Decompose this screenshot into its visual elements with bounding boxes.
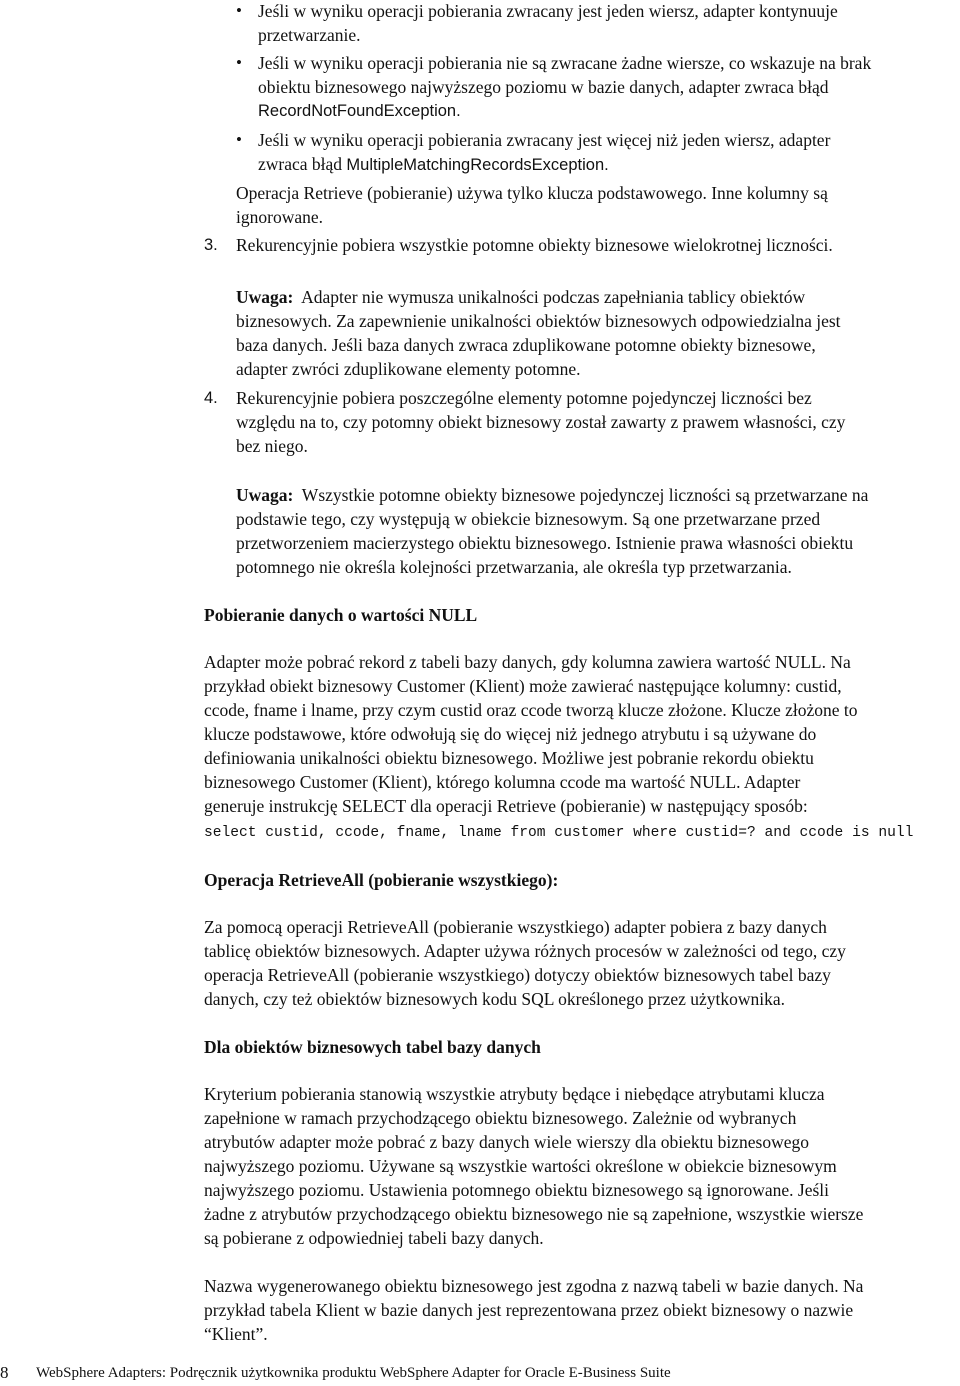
note-label: Uwaga: <box>236 287 294 307</box>
bullet-marker: • <box>236 1 242 20</box>
note-1-line-1 <box>236 285 805 309</box>
retrieveall-para-line: Za pomocą operacji RetrieveAll (pobieranie wszystkiego) adapter pobiera z bazy danych <box>204 917 827 937</box>
tables-para-2-line: przykład tabela Klient w bazie danych jest reprezentowana przez obiekt biznesowy o nazwie <box>204 1300 854 1320</box>
retrieve-note-line-1: Operacja Retrieve (pobieranie) używa tylko klucza podstawowego. Inne kolumny są <box>236 183 828 203</box>
tables-para-2-line: “Klient”. <box>204 1324 268 1344</box>
bullet-marker: • <box>236 53 242 72</box>
tables-para-2-line: Nazwa wygenerowanego obiektu biznesowego jest zgodna z nazwą tabeli w bazie danych. Na <box>204 1276 864 1296</box>
note-1-text: Adapter nie wymusza unikalności podczas zapełniania tablicy obiektów <box>301 287 806 307</box>
note-2-line-4: potomnego nie określa kolejności przetwarzania, ale określa typ przetwarzania. <box>236 557 792 577</box>
retrieve-note-line-2: ignorowane. <box>236 207 323 227</box>
sql-code-sample: select custid, ccode, fname, lname from customer where custid=? and ccode is null <box>204 825 914 841</box>
note-2-text: Wszystkie potomne obiekty biznesowe pojedynczej liczności są przetwarzane na <box>301 485 869 505</box>
section-heading-tables: Dla obiektów biznesowych tabel bazy danych <box>204 1037 541 1057</box>
bullet-2-line-2: obiektu biznesowego najwyższego poziomu w bazie danych, adapter zwraca błąd <box>258 77 829 97</box>
bullet-3-line-2 <box>258 152 609 177</box>
tables-para-1-line: najwyższego poziomu. Używane są wszystkie wartości określone w obiekcie biznesowym <box>204 1156 837 1176</box>
tables-para-1-line: najwyższego poziomu. Ustawienia potomnego obiektu biznesowego są ignorowane. Jeśli <box>204 1180 829 1200</box>
retrieveall-para-line: tablicę obiektów biznesowych. Adapter używa różnych procesów w zależności od tego, czy <box>204 941 846 961</box>
null-para-line: definiowania unikalności obiektu biznesowego. Możliwe jest pobranie rekordu obiektu <box>204 748 814 768</box>
page-number: 8 <box>0 1363 9 1382</box>
tables-para-1-line: atrybutów adapter może pobrać z bazy danych wiele wierszy dla obiektu biznesowego <box>204 1132 809 1152</box>
null-para-line: klucze podstawowe, które odwołują się do więcej niż jednego atrybutu i są używane do <box>204 724 817 744</box>
null-para-line: generuje instrukcję SELECT dla operacji Retrieve (pobieranie) w następujący sposób: <box>204 796 808 816</box>
null-para-line: Adapter może pobrać rekord z tabeli bazy danych, gdy kolumna zawiera wartość NULL. Na <box>204 652 851 672</box>
section-heading-retrieveall: Operacja RetrieveAll (pobieranie wszystkiego): <box>204 870 559 890</box>
note-2-line-2: podstawie tego, czy występują w obiekcie biznesowym. Są one przetwarzane przed <box>236 509 821 529</box>
step-3-text: Rekurencyjnie pobiera wszystkie potomne obiekty biznesowe wielokrotnej liczności. <box>236 235 833 255</box>
bullet-3-line-1: Jeśli w wyniku operacji pobierania zwracany jest więcej niż jeden wiersz, adapter <box>258 130 831 150</box>
note-1-line-3: baza danych. Jeśli baza danych zwraca zduplikowane potomne obiekty biznesowe, <box>236 335 816 355</box>
step-4-line-3: bez niego. <box>236 436 308 456</box>
exception-name: RecordNotFoundException. <box>258 102 461 120</box>
footer-title: WebSphere Adapters: Podręcznik użytkownika produktu WebSphere Adapter for Oracle E-Business Suite <box>36 1365 671 1381</box>
note-2-line-1 <box>236 483 868 507</box>
bullet-1-line-2: przetwarzanie. <box>258 25 361 45</box>
note-label: Uwaga: <box>236 485 294 505</box>
null-para-line: biznesowego Customer (Klient), którego kolumna ccode ma wartość NULL. Adapter <box>204 772 801 792</box>
section-heading-null: Pobieranie danych o wartości NULL <box>204 605 478 625</box>
tables-para-1-line: są pobierane z odpowiedniej tabeli bazy danych. <box>204 1228 544 1248</box>
step-number: 3. <box>204 236 218 254</box>
retrieveall-para-line: danych, czy też obiektów biznesowych kodu SQL określonego przez użytkownika. <box>204 989 786 1009</box>
bullet-marker: • <box>236 130 242 149</box>
tables-para-1-line: żadne z atrybutów przychodzącego obiektu biznesowego nie są zapełnione, wszystkie wiersze <box>204 1204 864 1224</box>
retrieveall-para-line: operacja RetrieveAll (pobieranie wszystkiego) dotyczy obiektów biznesowych tabel bazy <box>204 965 831 985</box>
bullet-1-line-1: Jeśli w wyniku operacji pobierania zwracany jest jeden wiersz, adapter kontynuuje <box>258 1 838 21</box>
step-4-line-2: względu na to, czy potomny obiekt biznesowy został zawarty z prawem własności, czy <box>236 412 846 432</box>
note-1-line-4: adapter zwróci zduplikowane elementy potomne. <box>236 359 581 379</box>
tables-para-1-line: zapełnione w ramach przychodzącego obiektu biznesowego. Zależnie od wybranych <box>204 1108 797 1128</box>
step-4-line-1: Rekurencyjnie pobiera poszczególne elementy potomne pojedynczej liczności bez <box>236 388 812 408</box>
bullet-3-prefix: zwraca błąd <box>258 154 347 174</box>
null-para-line: przykład obiekt biznesowy Customer (Klient) może zawierać następujące kolumny: custid, <box>204 676 842 696</box>
bullet-2-line-1: Jeśli w wyniku operacji pobierania nie są zwracane żadne wiersze, co wskazuje na brak <box>258 53 872 73</box>
note-2-line-3: przetworzeniem macierzystego obiektu biznesowego. Istnienie prawa własności obiektu <box>236 533 854 553</box>
null-para-line: ccode, fname i lname, przy czym custid oraz ccode tworzą klucze złożone. Klucze złożone to <box>204 700 858 720</box>
note-1-line-2: biznesowych. Za zapewnienie unikalności obiektów biznesowych odpowiedzialna jest <box>236 311 841 331</box>
exception-name: MultipleMatchingRecordsException. <box>346 156 609 174</box>
step-number: 4. <box>204 389 218 407</box>
tables-para-1-line: Kryterium pobierania stanowią wszystkie atrybuty będące i niebędące atrybutami klucza <box>204 1084 825 1104</box>
